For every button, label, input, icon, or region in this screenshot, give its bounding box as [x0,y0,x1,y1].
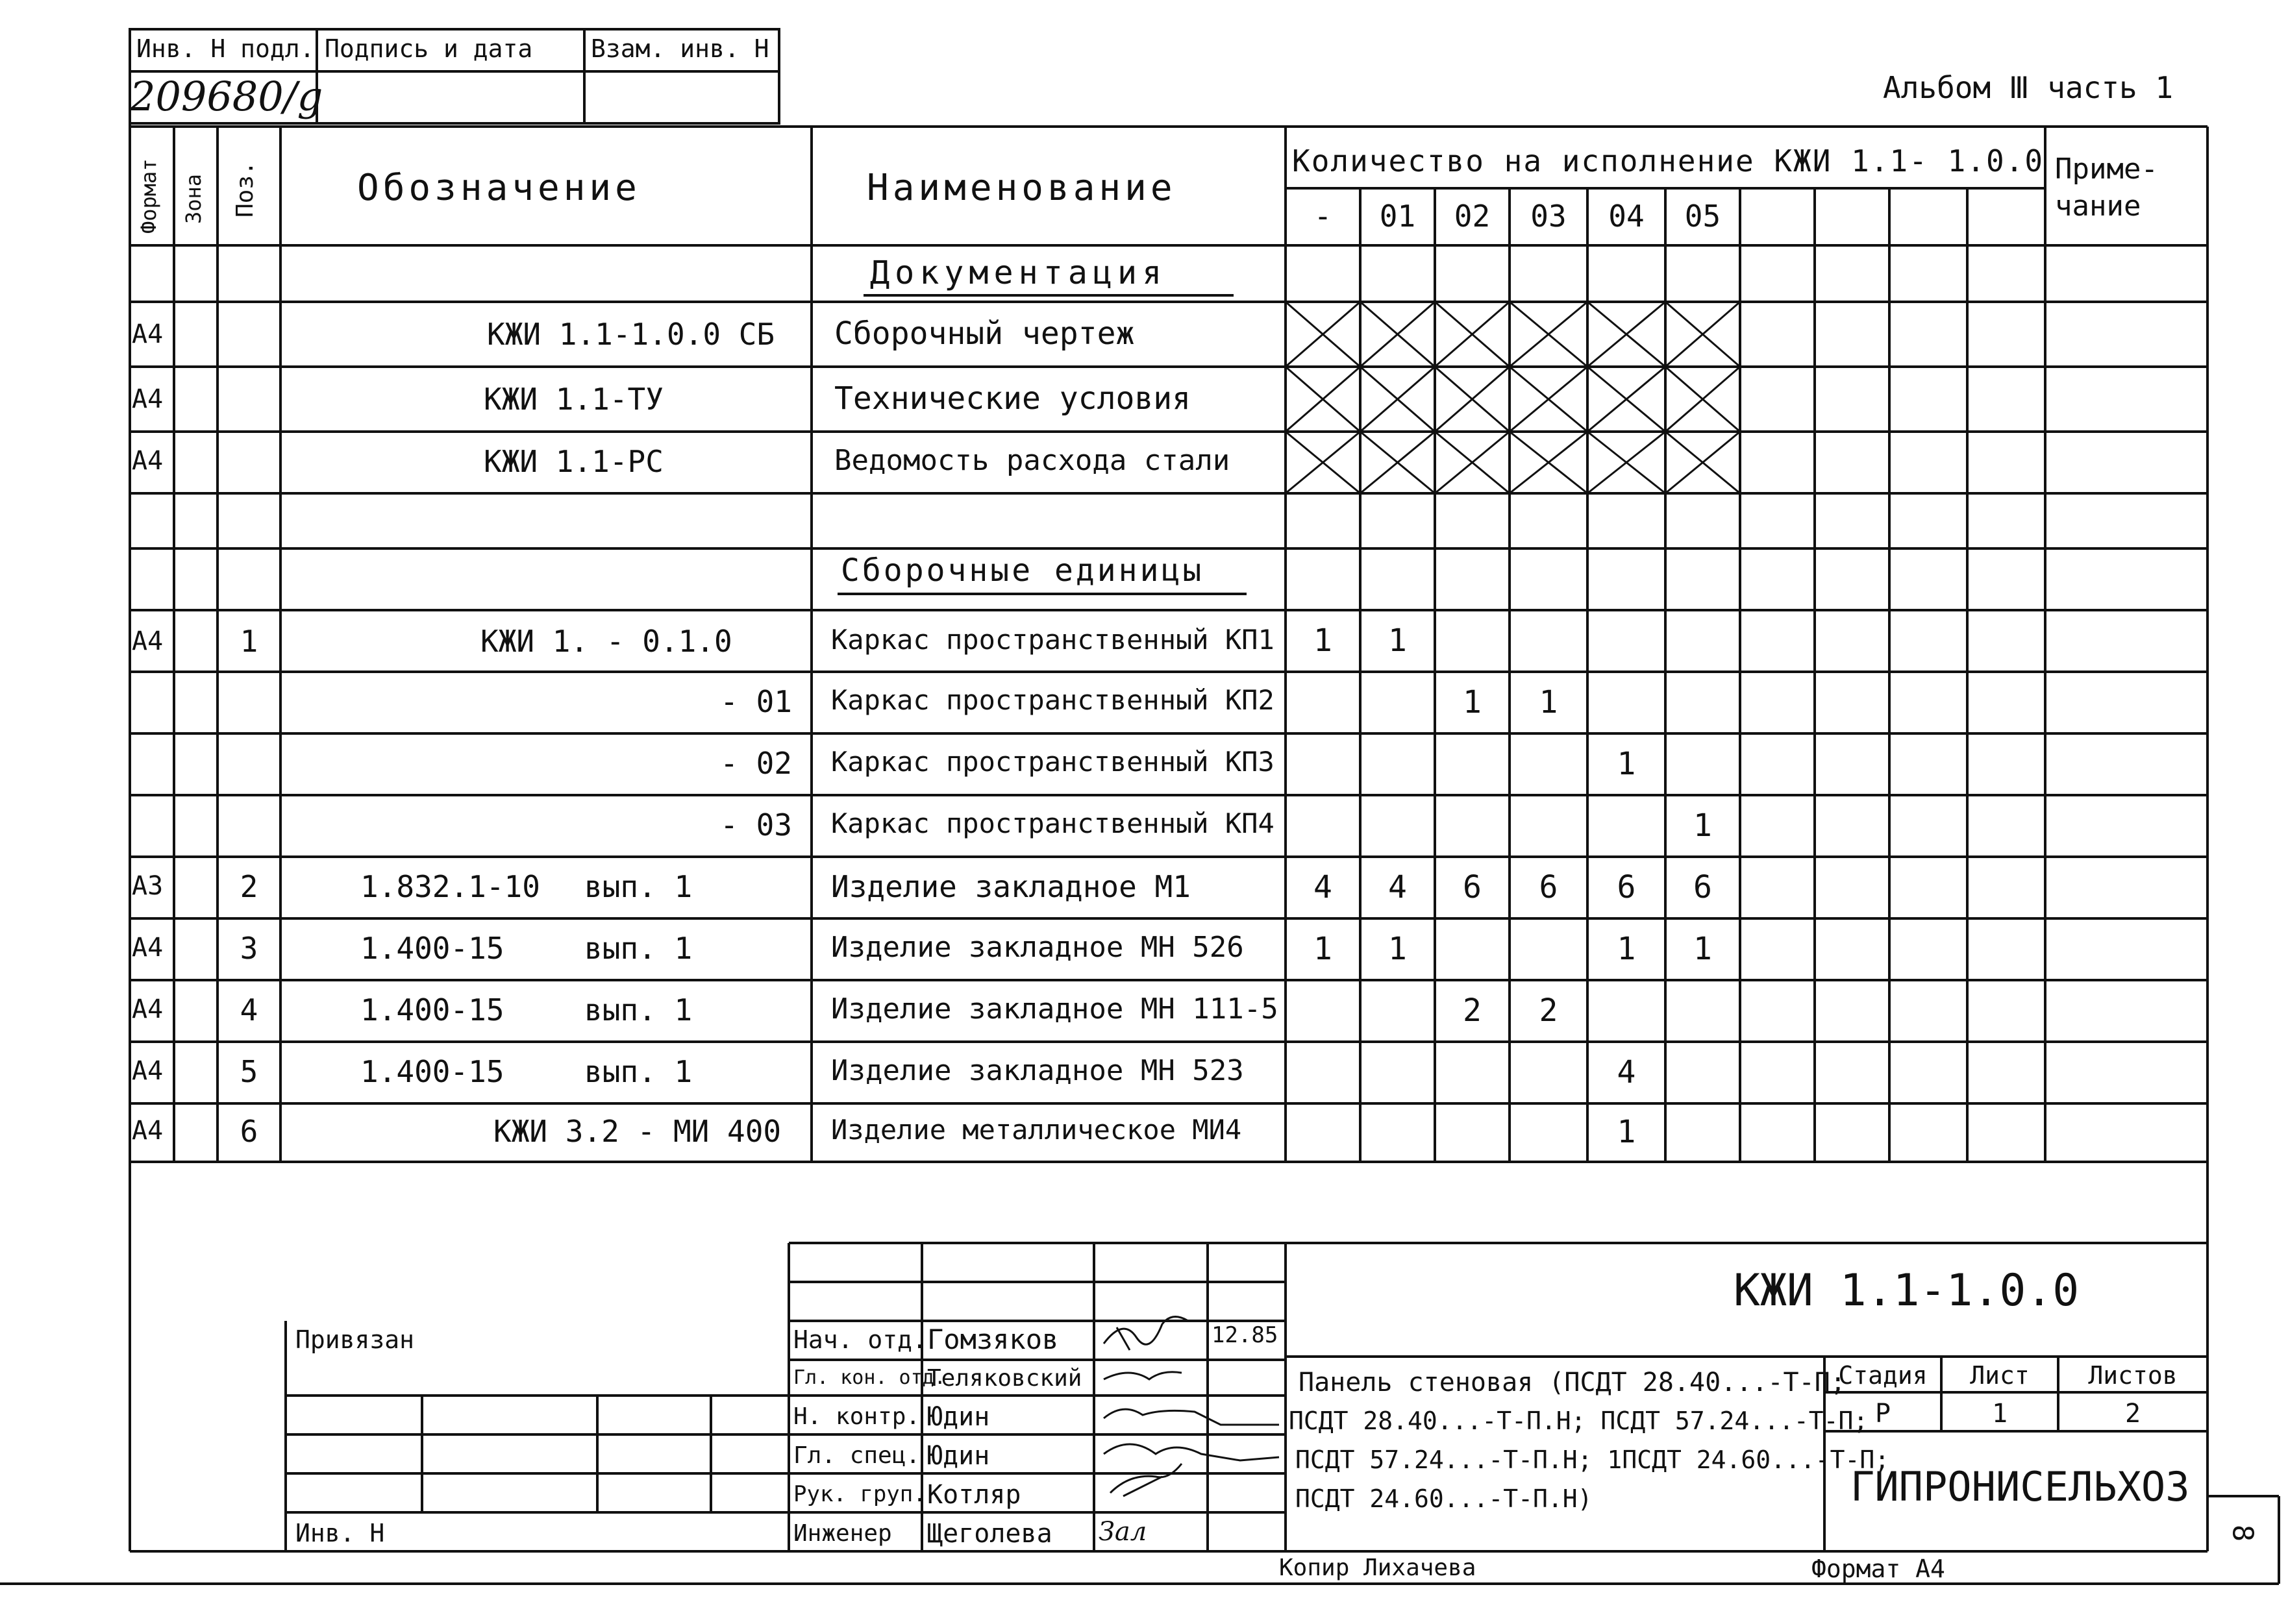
role: Гл. спец. [793,1442,921,1469]
quantity-cell: 1 [1693,807,1712,844]
doc-format: А4 [132,446,164,476]
section-docs: Документация [870,254,1167,291]
stamp-signature-label: Подпись и дата [325,34,533,63]
role: Гл. кон. отд. [793,1366,946,1389]
role: Инженер [793,1520,892,1547]
header-name: Наименование [867,167,1176,209]
item-format: А3 [132,871,164,901]
item-designation: - 02 [720,746,792,781]
item-pos: 2 [240,869,258,904]
doc-designation: КЖИ 1.1-1.0.0 СБ [487,317,775,352]
header-note: Приме- чание [2055,153,2158,223]
doc-name: Ведомость расхода стали [834,444,1230,477]
stage-value: Р [1874,1399,1891,1429]
item-designation: - 03 [720,807,792,843]
quantity-cell: 1 [1617,931,1636,967]
item-format: А4 [132,994,164,1024]
item-issue: вып. 1 [584,1054,693,1089]
item-pos: 6 [240,1114,258,1149]
stamp-inv-label: Инв. Н подл. [136,34,315,63]
header-designation: Обозначение [357,167,641,209]
item-format: А4 [132,933,164,963]
quantity-cell: 1 [1313,931,1332,967]
quantity-cell: 1 [1388,931,1407,967]
item-format: А4 [132,1116,164,1146]
person: Юдин [927,1441,990,1471]
tied-label: Привязан [295,1325,415,1354]
doc-name: Технические условия [834,380,1191,417]
item-name: Изделие металлическое МИ4 [831,1114,1242,1146]
quantity-cell: 1 [1693,931,1712,967]
sheets-value: 2 [2124,1399,2141,1429]
signature-last: Зал [1099,1517,1147,1547]
doc-designation: КЖИ 1.1-ТУ [484,382,664,417]
header-quantity: Количество на исполнение КЖИ 1.1- 1.0.0 [1292,143,2045,178]
item-issue: вып. 1 [584,992,693,1027]
quantity-cell: 6 [1539,869,1558,905]
item-designation: 1.832.1-10 [360,869,540,904]
description-line: ПСДТ 28.40...-Т-П.Н; ПСДТ 57.24...-Т-П; [1289,1407,1869,1435]
quantity-cell: 6 [1693,869,1712,905]
stage-label: Стадия [1838,1361,1928,1390]
item-format: А4 [132,1056,164,1086]
description-line: Панель стеновая (ПСДТ 28.40...-Т-П; [1299,1368,1846,1397]
sheet-format: Формат А4 [1811,1555,1945,1583]
doc-name: Сборочный чертеж [834,315,1135,352]
quantity-cell: 1 [1388,622,1407,659]
role: Н. контр. [793,1403,921,1430]
item-pos: 4 [240,992,258,1027]
header-zone: Зона [181,173,206,224]
item-name: Каркас пространственный КП3 [831,746,1275,778]
item-pos: 3 [240,931,258,966]
person: Щеголева [927,1519,1052,1549]
quantity-cell: 4 [1313,869,1332,905]
doc-designation: КЖИ 1.1-РС [484,444,664,479]
item-designation: 1.400-15 [360,931,504,966]
item-name: Изделие закладное МН 111-5 [831,992,1278,1026]
crossed-cells [1286,302,1740,493]
item-pos: 5 [240,1054,258,1089]
sheet-label: Лист [1970,1361,2030,1390]
section-assembly: Сборочные единицы [841,552,1204,589]
item-issue: вып. 1 [584,869,693,904]
sheet-value: 1 [1991,1399,2008,1429]
stamp-inv-value: 209680/g [130,73,323,120]
copied-by: Копир Лихачева [1279,1555,1476,1581]
variant-4: 04 [1608,199,1645,234]
item-designation: 1.400-15 [360,1054,504,1089]
stamp-replace-label: Взам. инв. Н [591,34,769,63]
role: Рук. груп. [793,1481,926,1507]
quantity-cell: 1 [1539,684,1558,720]
item-name: Каркас пространственный КП1 [831,624,1275,656]
header-format: Формат [136,158,161,234]
item-designation: 1.400-15 [360,992,504,1027]
organization: ГИПРОНИСЕЛЬХОЗ [1850,1463,2190,1510]
item-designation: - 01 [720,684,792,719]
item-name: Каркас пространственный КП4 [831,807,1275,839]
drawing-code: КЖИ 1.1-1.0.0 [1734,1265,2080,1316]
description-line: ПСДТ 24.60...-Т-П.Н) [1295,1484,1593,1513]
header-pos: Поз. [232,161,258,217]
sheets-label: Листов [2088,1361,2178,1390]
quantity-cell: 2 [1539,992,1558,1029]
date: 12.85 [1212,1322,1278,1348]
quantity-cell: 1 [1313,622,1332,659]
person: Котляр [927,1480,1021,1510]
item-name: Изделие закладное М1 [831,869,1191,904]
quantity-cell: 4 [1388,869,1407,905]
item-designation: КЖИ 3.2 - МИ 400 [493,1114,782,1149]
quantity-cell: 1 [1463,684,1482,720]
item-designation: КЖИ 1. - 0.1.0 [480,624,732,659]
variant-1: 01 [1379,199,1416,234]
margin-mark: 8 [2226,1524,2259,1542]
quantity-cell: 4 [1617,1054,1636,1090]
variant-3: 03 [1530,199,1567,234]
quantity-cell: 1 [1617,746,1636,782]
person: Гомзяков [927,1323,1059,1355]
item-format: А4 [132,626,164,656]
doc-format: А4 [132,319,164,349]
quantity-cell: 2 [1463,992,1482,1029]
variant-0: - [1313,199,1332,234]
item-name: Изделие закладное МН 523 [831,1054,1244,1087]
item-name: Изделие закладное МН 526 [831,931,1244,964]
description-line: ПСДТ 57.24...-Т-П.Н; 1ПСДТ 24.60...-Т-П; [1295,1446,1890,1474]
variant-5: 05 [1684,199,1721,234]
doc-format: А4 [132,384,164,414]
quantity-cell: 6 [1617,869,1636,905]
person: Теляковский [927,1365,1082,1392]
inv-label: Инв. Н [295,1519,385,1547]
album-label: Альбом Ⅲ часть 1 [1883,70,2174,105]
item-issue: вып. 1 [584,931,693,966]
quantity-cell: 1 [1617,1114,1636,1150]
item-name: Каркас пространственный КП2 [831,684,1275,716]
role: Нач. отд. [793,1325,927,1354]
variant-2: 02 [1454,199,1491,234]
person: Юдин [927,1402,990,1432]
quantity-cell: 6 [1463,869,1482,905]
item-pos: 1 [240,624,258,659]
